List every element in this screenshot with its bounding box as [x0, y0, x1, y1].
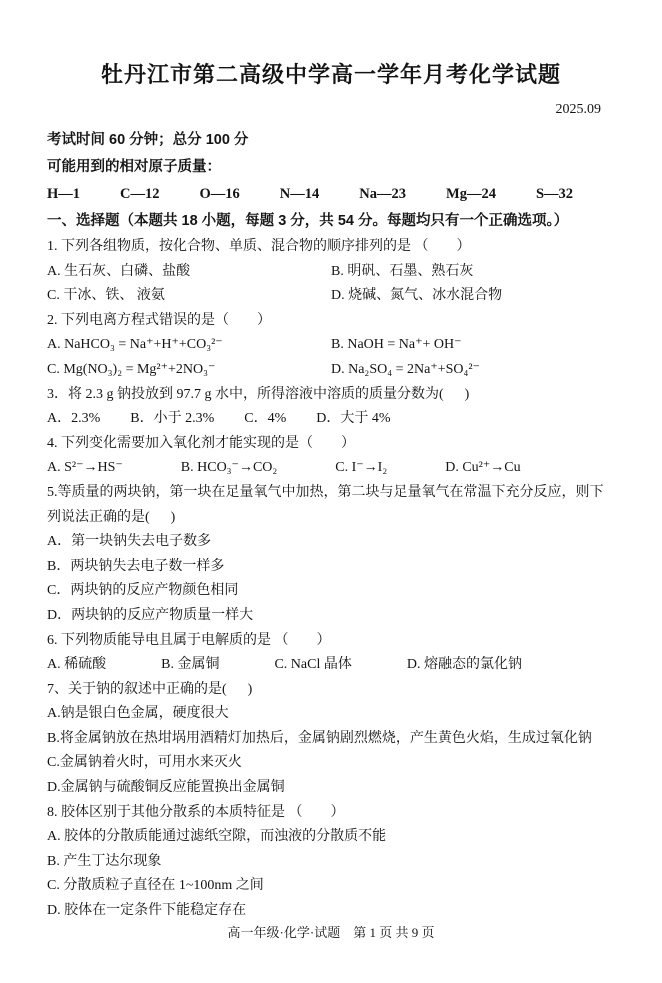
question-8-options	[47, 825, 615, 923]
atomic-mass-label: 可能用到的相对原子质量：	[47, 159, 221, 175]
question-5-option-d: D．两块钠的反应产物质量一样大	[47, 607, 254, 623]
question-8	[47, 801, 615, 924]
question-1-option-a: A. 生石灰、白磷、盐酸	[47, 263, 191, 279]
question-8-option-c: C. 分散质粒子直径在 1~100nm 之间	[47, 878, 264, 894]
question-2-stem: 2. 下列电离方程式错误的是（ ）	[47, 312, 271, 328]
question-1-stem: 1. 下列各组物质，按化合物、单质、混合物的顺序排列的是 （ ）	[47, 239, 471, 254]
question-3-option-d: D．大于 4%	[316, 411, 391, 427]
question-4-option-c: C. I⁻→I₂	[335, 460, 388, 476]
question-8-stem: 8. 胶体区别于其他分散系的本质特征是 （ ）	[47, 804, 345, 820]
question-1-option-b: B. 明矾、石墨、熟石灰	[331, 263, 474, 279]
question-3	[47, 383, 615, 432]
question-3-stem: 3．将 2.3 g 钠投放到 97.7 g 水中，所得溶液中溶质的质量分数为( )	[47, 386, 470, 402]
question-2-option-b: B. NaOH = Na⁺+ OH⁻	[331, 337, 462, 353]
question-4-option-a: A. S²⁻→HS⁻	[47, 460, 123, 476]
question-3-option-c: C．4%	[244, 411, 287, 427]
question-1-options	[47, 260, 615, 309]
question-2-options	[47, 333, 615, 382]
question-7-option-d: D.金属钠与硫酸铜反应能置换出金属铜	[47, 780, 285, 796]
question-6-option-d: D. 熔融态的氯化钠	[406, 657, 522, 673]
question-5-options	[47, 530, 615, 628]
question-7	[47, 678, 615, 801]
question-6-option-c: C. NaCl 晶体	[274, 657, 352, 673]
question-7-option-c: C.金属钠着火时，可用水来灭火	[47, 755, 242, 771]
question-3-option-a: A．2.3%	[47, 411, 101, 427]
atomic-mass-O: O—16	[199, 186, 240, 202]
question-8-option-a: A. 胶体的分散质能通过滤纸空隙，而浊液的分散质不能	[47, 829, 387, 845]
question-5	[47, 481, 615, 629]
section-header: 一、选择题（本题共 18 小题，每题 3 分，共 54 分。每题均只有一个正确选项。）	[47, 213, 569, 229]
exam-date: 2025.09	[555, 102, 601, 117]
question-8-option-b: B. 产生丁达尔现象	[47, 853, 162, 869]
question-3-options	[47, 407, 615, 432]
atomic-mass-Mg: Mg—24	[446, 186, 496, 202]
question-7-option-b: B.将金属钠放在热坩埚用酒精灯加热后，金属钠剧烈燃烧，产生黄色火焰，生成过氧化钠	[47, 730, 592, 746]
question-2	[47, 309, 615, 383]
question-7-options	[47, 702, 615, 800]
atomic-mass-H: H—1	[47, 186, 81, 202]
question-5-option-c: C．两块钠的反应产物颜色相同	[47, 583, 239, 599]
atomic-mass-S: S—32	[535, 186, 574, 202]
question-3-option-b: B．小于 2.3%	[130, 411, 215, 427]
question-1	[47, 235, 615, 309]
question-6	[47, 629, 615, 678]
question-2-option-c: C. Mg(NO₃)₂ = Mg²⁺+2NO₃⁻	[47, 361, 216, 377]
page-footer: 高一年级·化学·试题 第 1 页 共 9 页	[227, 925, 435, 940]
question-4	[47, 432, 615, 481]
question-1-option-c: C. 干冰、铁、 液氨	[47, 288, 165, 304]
question-6-option-a: A. 稀硫酸	[47, 657, 107, 673]
question-6-stem: 6. 下列物质能导电且属于电解质的是 （ ）	[47, 632, 331, 648]
atomic-mass-Na: Na—23	[359, 186, 407, 202]
question-8-option-d: D. 胶体在一定条件下能稳定存在	[47, 903, 247, 919]
question-6-options	[47, 653, 615, 678]
atomic-mass-C: C—12	[120, 186, 160, 202]
question-4-stem: 4. 下列变化需要加入氧化剂才能实现的是（ ）	[47, 435, 355, 451]
question-5-option-a: A．第一块钠失去电子数多	[47, 534, 212, 550]
question-5-option-b: B．两块钠失去电子数一样多	[47, 558, 225, 574]
question-2-option-a: A. NaHCO₃ = Na⁺+H⁺+CO₃²⁻	[47, 337, 223, 353]
question-7-option-a: A.钠是银白色金属，硬度很大	[47, 706, 229, 722]
question-5-stem: 5.等质量的两块钠，第一块在足量氧气中加热，第二块与足量氧气在常温下充分反应，则下列说法正确的是( )	[47, 484, 604, 525]
atomic-mass-N: N—14	[279, 186, 320, 202]
question-7-stem: 7、关于钠的叙述中正确的是( )	[47, 681, 253, 697]
question-6-option-b: B. 金属铜	[161, 657, 220, 673]
exam-title: 牡丹江市第二高级中学高一学年月考化学试题	[100, 62, 561, 87]
atomic-mass-list	[47, 181, 615, 208]
exam-info-line: 考试时间 60 分钟；总分 100 分	[47, 132, 249, 148]
question-1-option-d: D. 烧碱、氮气、冰水混合物	[331, 288, 503, 304]
question-4-options	[47, 456, 615, 481]
question-4-option-d: D. Cu²⁺→Cu	[445, 460, 521, 476]
question-4-option-b: B. HCO₃⁻→CO₂	[180, 460, 278, 476]
question-2-option-d: D. Na₂SO₄ = 2Na⁺+SO₄²⁻	[331, 361, 480, 377]
